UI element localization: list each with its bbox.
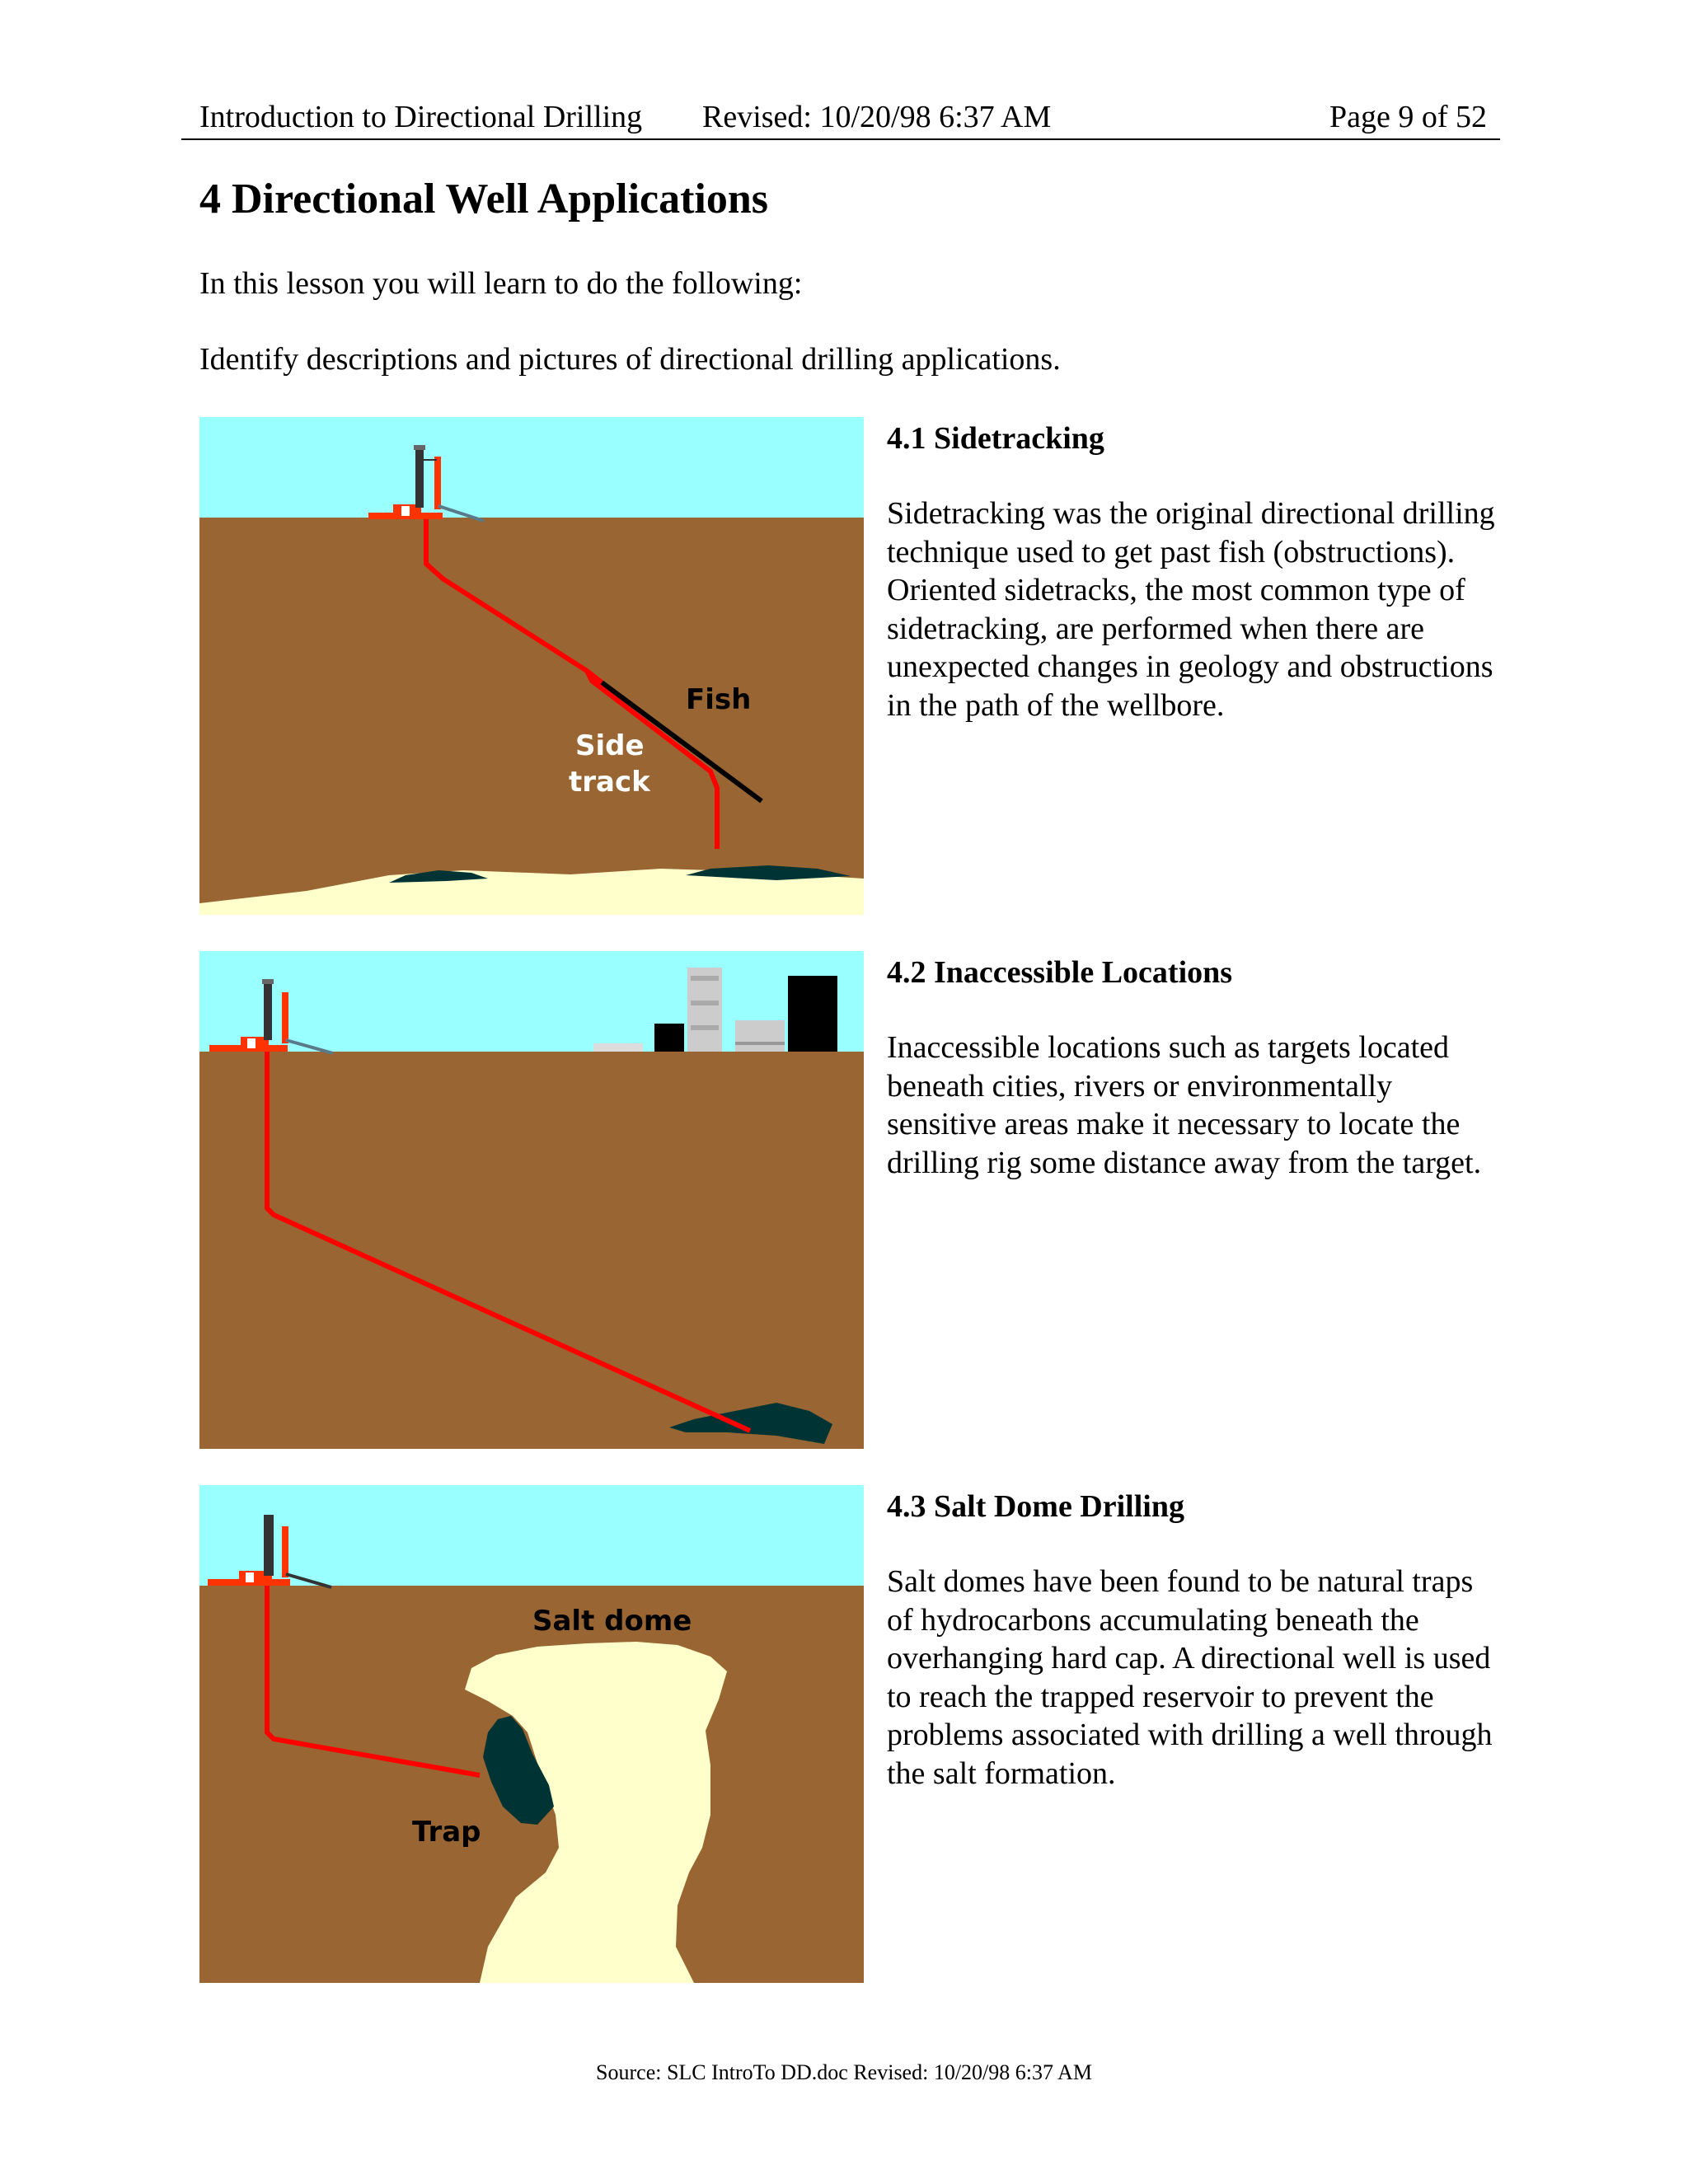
sidetracking-figure bbox=[199, 417, 864, 915]
earth bbox=[199, 518, 864, 915]
section-heading: 4.1 Sidetracking bbox=[887, 421, 1104, 456]
section-salt-dome-drilling bbox=[887, 1487, 1497, 1793]
chapter-title: 4 Directional Well Applications bbox=[199, 176, 769, 223]
lesson-objective: Identify descriptions and pictures of directional drilling applications. bbox=[199, 342, 1061, 377]
salt-dome-label: Salt dome bbox=[532, 1605, 692, 1638]
header-page-number: Page 9 of 52 bbox=[1329, 100, 1487, 134]
sidetrack-label-line1: Side bbox=[575, 729, 645, 762]
section-body: Sidetracking was the original directional drilling technique used to get past fish (obstructions). Oriented sidetracks, the most common type of sidetracking, are performed when there are unexpected changes in geology and obstructions in the path of the wellbore. bbox=[887, 496, 1495, 723]
section-heading: 4.2 Inaccessible Locations bbox=[887, 955, 1233, 990]
page-header bbox=[181, 97, 1500, 140]
section-body: Salt domes have been found to be natural traps of hydrocarbons accumulating beneath the overhanging hard cap. A directional well is used to reach the trapped reservoir to prevent the problems associated with drilling a well through the salt formation. bbox=[887, 1564, 1493, 1791]
inaccessible-locations-figure bbox=[199, 951, 864, 1449]
trap-label: Trap bbox=[412, 1816, 481, 1849]
section-body: Inaccessible locations such as targets located beneath cities, rivers or environmentally sensitive areas make it necessary to locate the drilling rig some distance away from the target. bbox=[887, 1030, 1482, 1180]
header-document-title: Introduction to Directional Drilling bbox=[199, 100, 643, 134]
section-inaccessible-locations bbox=[887, 953, 1497, 1182]
fish-label: Fish bbox=[686, 683, 752, 716]
section-heading: 4.3 Salt Dome Drilling bbox=[887, 1489, 1184, 1524]
salt-dome-figure bbox=[199, 1485, 864, 1983]
earth bbox=[199, 1052, 864, 1449]
section-sidetracking bbox=[887, 419, 1497, 724]
lesson-intro: In this lesson you will learn to do the following: bbox=[199, 266, 803, 301]
sky bbox=[199, 1485, 864, 1586]
sidetrack-label-line2: track bbox=[569, 766, 650, 799]
header-revision: Revised: 10/20/98 6:37 AM bbox=[702, 100, 1052, 134]
page-footer: Source: SLC IntroTo DD.doc Revised: 10/20/98 6:37 AM bbox=[596, 2060, 1092, 2084]
sky bbox=[199, 417, 864, 518]
